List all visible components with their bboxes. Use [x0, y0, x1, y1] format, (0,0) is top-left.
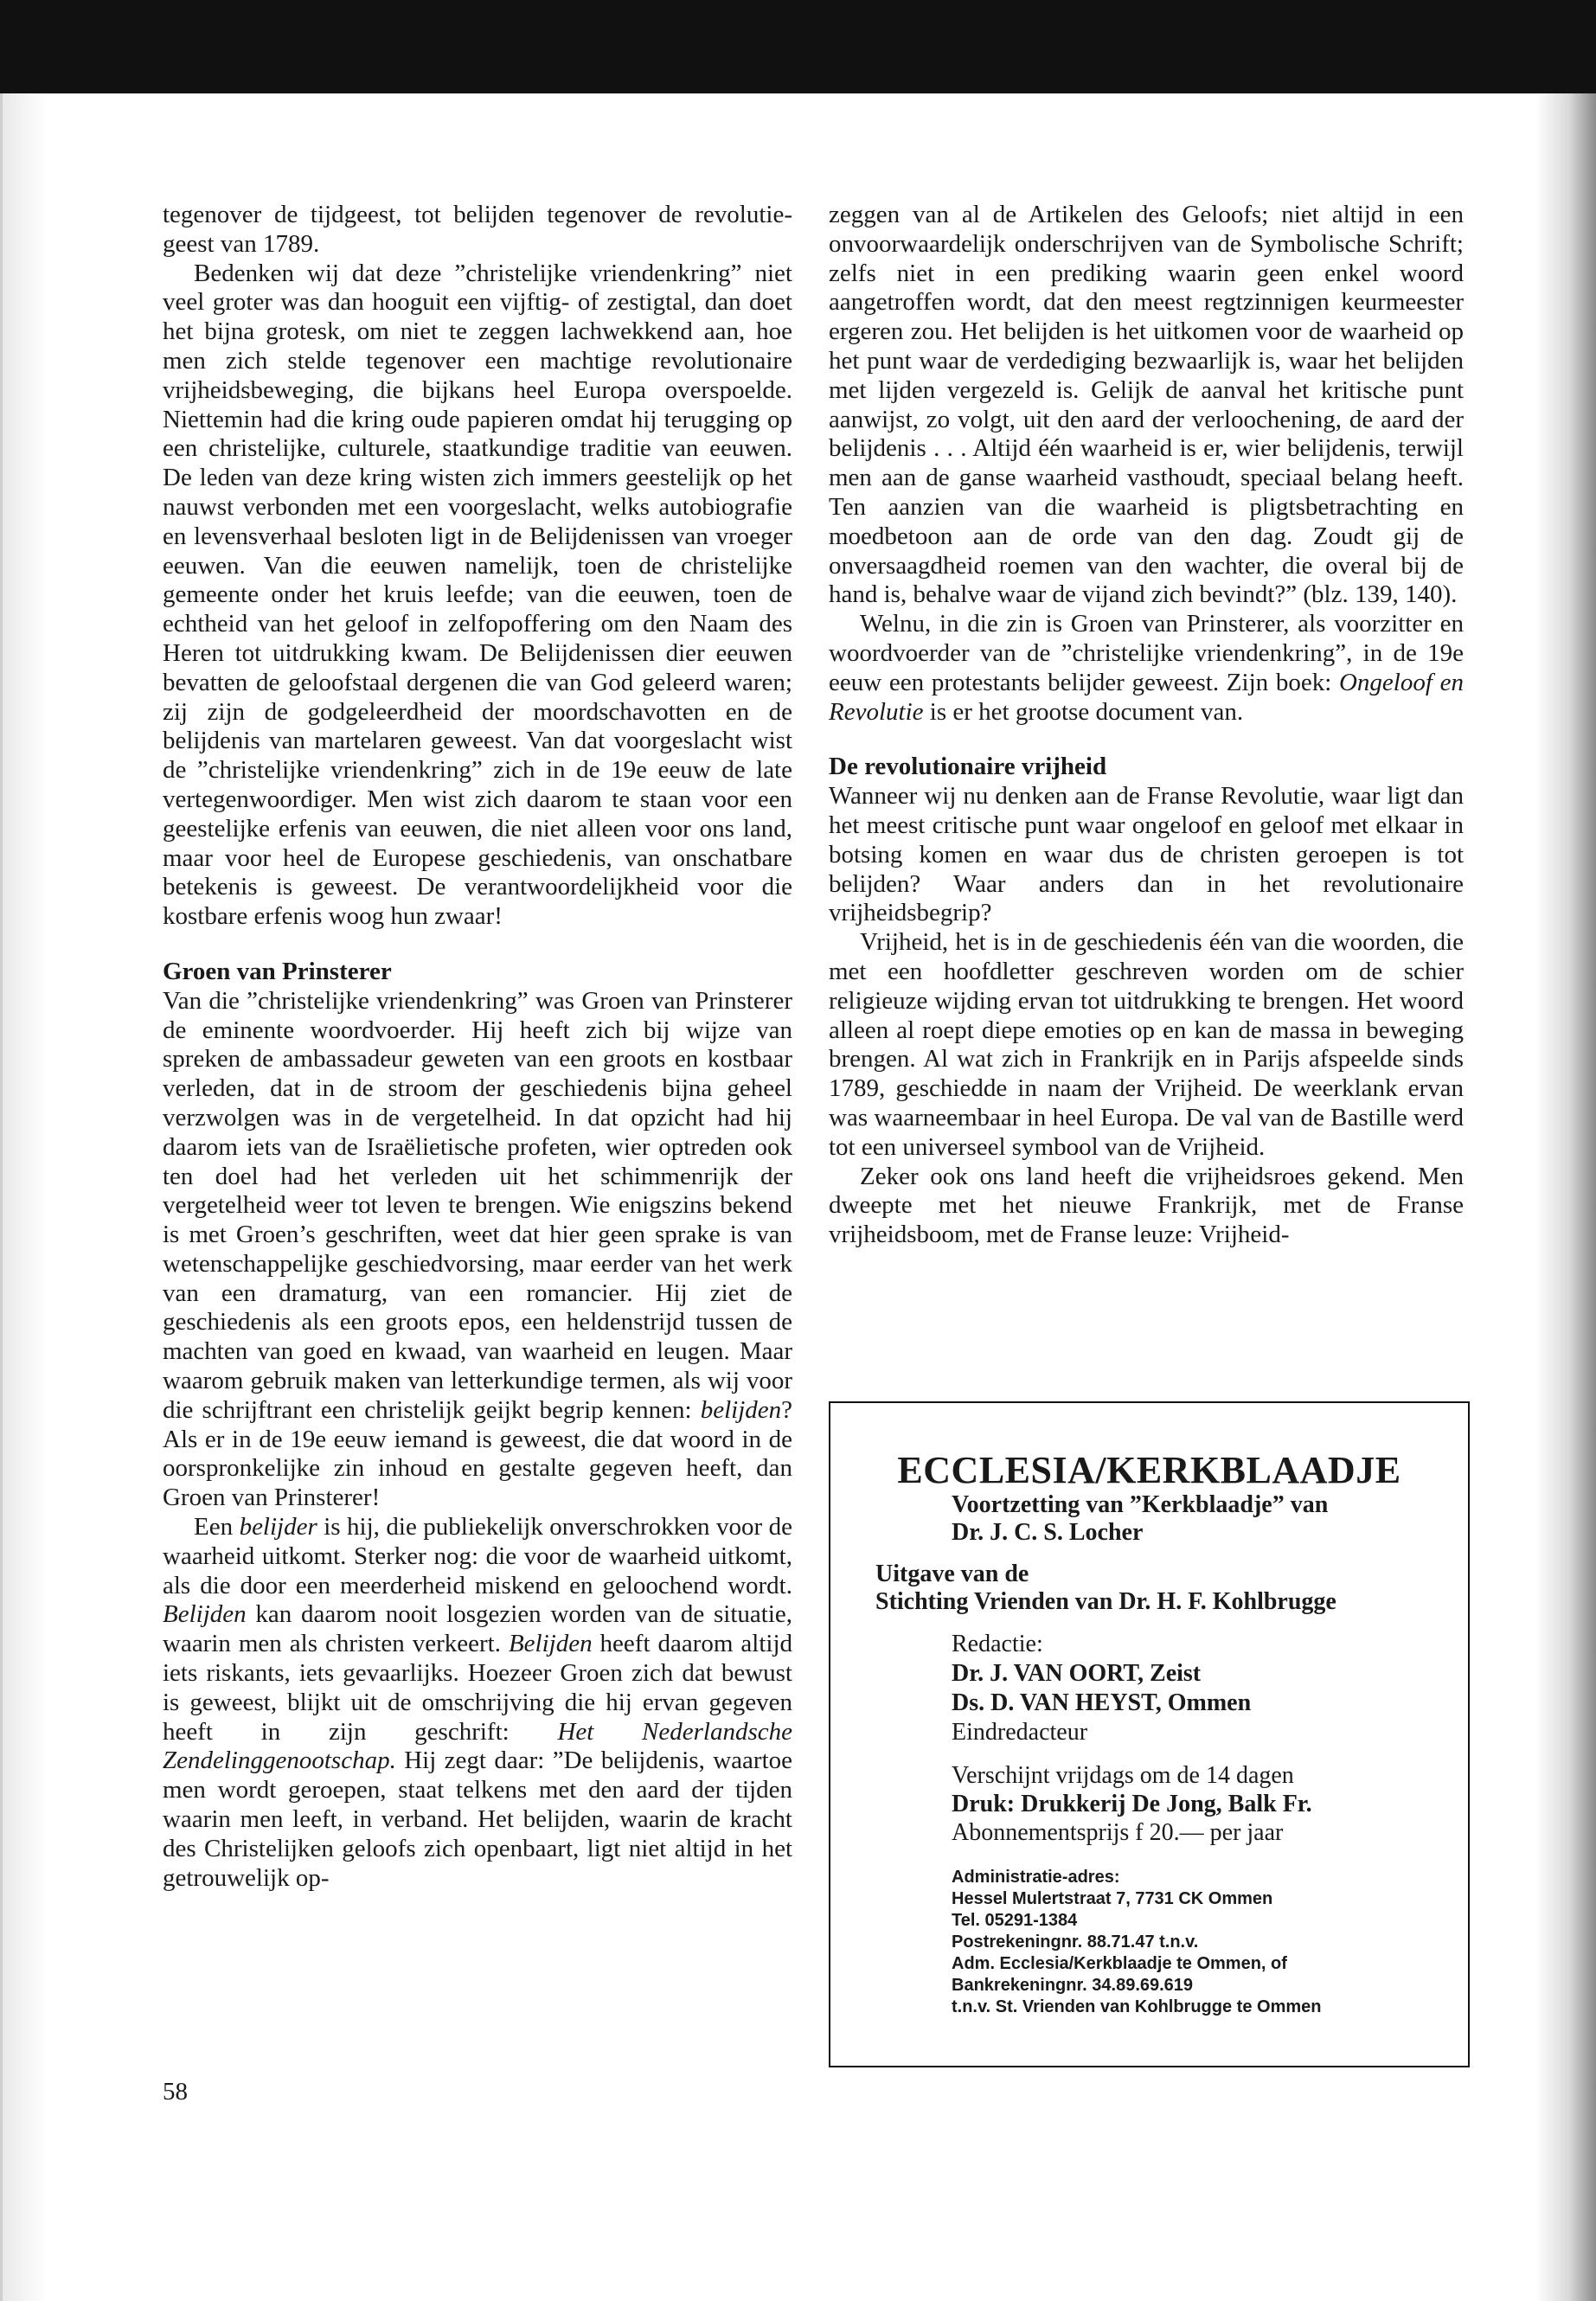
right-column [829, 201, 1464, 1250]
page-number: 58 [163, 2078, 188, 2106]
left-paragraph-3: Van die ”christelijke vriendenkring” was Groen van Prinsterer de eminente woordvoerder. Hij heeft zich bij wijze van spreken de ambassadeur geweten van een groots en kostbaar verleden, dat in de stroom der geschiedenis bijna geheel verzwolgen was in de vergetelheid. In dat opzicht had hij daarom iets van de Israëlietische profeten, wier optreden ook ten doel had het verleden uit het schimmenrijk der vergetelheid weer tot leven te brengen. Wie enigszins bekend is met Groen’s geschriften, weet dat hier geen sprake is van wetenschappelijke geschiedvorsing, maar eerder van het werk van een dramaturg, van een romancier. Hij ziet de geschiedenis als een groots epos, een heldenstrijd tussen de machten van goed en kwaad, van waarheid en leugen. Maar waarom gebruik maken van letterkundige termen, als wij voor die schrijftrant een christelijk geijkt begrip kennen: belijden? Als er in de 19e eeuw iemand is geweest, die dat woord in de oorspronkelijke zin inhoud en gestalte gegeven heeft, dan Groen van Prinsterer! [163, 986, 792, 1512]
emphasis-book-title: Het Nederlandsche Zendelinggenootschap. [163, 1717, 792, 1775]
page-right-edge [1535, 93, 1596, 2301]
emphasis-ongeloof-en-revolutie: Ongeloof en Revolutie [829, 668, 1464, 726]
right-paragraph-5: Zeker ook ons land heeft die vrijheidsroes gekend. Men dweepte met het nieuwe Frankrijk, met de Franse vrijheidsboom, met de Franse leuze: Vrijheid- [829, 1162, 1464, 1249]
page-left-edge [0, 93, 48, 2301]
heading-revolutionaire-vrijheid: De revolutionaire vrijheid [829, 753, 1107, 781]
left-paragraph-4: Een belijder is hij, die publiekelijk onverschrokken voor de waarheid uitkomt. Sterker nog: die voor de waarheid uitkomt, als die door een meerderheid miskend en geloochend wordt. Belijden kan daarom nooit losgezien worden van de situatie, waarin men als christen verkeert. Belijden heeft daarom altijd iets riskants, iets gevaarlijks. Hoezeer Groen zich dat bewust is geweest, blijkt uit de omschrijving die hij ervan gegeven heeft in zijn geschrift: Het Nederlandsche Zendelinggenootschap. Hij zegt daar: ”De belijdenis, waartoe men wordt geroepen, staat telkens met den aard der tijden waarin men leeft, in verband. Het belijden, waarin de kracht des Christelijken geloofs zich openbaart, ligt niet altijd in het getrouwelijk op- [163, 1513, 792, 1892]
left-paragraph-1: tegenover de tijdgeest, tot belijden tegenover de revolutie-geest van 1789. [163, 201, 792, 258]
scan-top-border [0, 0, 1596, 93]
colophon-box [829, 1401, 1470, 2067]
colophon-editors: Redactie: Dr. J. VAN OORT, Zeist Ds. D. VAN HEYST, Ommen Eindredacteur [952, 1631, 1252, 1746]
right-paragraph-4: Vrijheid, het is in de geschiedenis één van die woorden, die met een hoofdletter geschreven worden om de schier religieuze wijding ervan tot uitdrukking te brengen. Het woord alleen al roept diepe emoties op en kan de massa in beweging brengen. Al wat zich in Frankrijk en in Parijs afspeelde sinds 1789, geschiedde in naam der Vrijheid. De weerklank ervan was waarneembaar in heel Europa. De val van de Bastille werd tot een universeel symbool van de Vrijheid. [829, 928, 1464, 1161]
right-paragraph-2: Welnu, in die zin is Groen van Prinsterer, als voorzitter en woordvoerder van de ”christelijke vriendenkring”, in de 19e eeuw een protestants belijder geweest. Zijn boek: Ongeloof en Revolutie is er het grootse document van. [829, 610, 1464, 726]
colophon-publisher: Uitgave van de Stichting Vrienden van Dr. H. F. Kohlbrugge [875, 1561, 1336, 1615]
colophon-subtitle: Voortzetting van ”Kerkblaadje” van Dr. J. C. S. Locher [952, 1491, 1329, 1546]
heading-groen-van-prinsterer: Groen van Prinsterer [163, 957, 392, 985]
colophon-publication-info: Verschijnt vrijdags om de 14 dagen Druk: Drukkerij De Jong, Balk Fr. Abonnementsprijs f 20.— per jaar [952, 1762, 1312, 1846]
left-paragraph-2: Bedenken wij dat deze ”christelijke vriendenkring” niet veel groter was dan hooguit een vijftig- of zestigtal, dan doet het bijna grotesk, om niet te zeggen lachwekkend aan, hoe men zich stelde tegenover een machtige revolutionaire vrijheidsbeweging, die bijkans heel Europa overspoelde. Niettemin had die kring oude papieren omdat hij terugging op een christelijke, culturele, staatkundige traditie van eeuwen. De leden van deze kring wisten zich immers geestelijk op het nauwst verbonden met een voorgeslacht, welks autobiografie en levensverhaal besloten ligt in de Belijdenissen van vroeger eeuwen. Van die eeuwen namelijk, toen de christelijke gemeente onder het kruis leefde; van die eeuwen, toen de echtheid van het geloof in zelfopoffering om den Naam des Heren tot uitdrukking kwam. De Belijdenissen dier eeuwen bevatten de geloofstaal dergenen die van God geleerd waren; zij zijn de godgeleerdheid der moordschavotten en de belijdenis van martelaren geweest. Van dat voorgeslacht wist de ”christelijke vriendenkring” zich in de 19e eeuw de late vertegenwoordiger. Men wist zich daarom te staan voor een geestelijke erfenis van eeuwen, die niet alleen voor ons land, maar voor heel de Europese geschiedenis, van onschatbare betekenis is geweest. De verantwoordelijkheid voor die kostbare erfenis woog hun zwaar! [163, 259, 792, 931]
left-column [163, 201, 792, 1893]
colophon-title: ECCLESIA/KERKBLAADJE [897, 1449, 1401, 1491]
right-paragraph-3: Wanneer wij nu denken aan de Franse Revolutie, waar ligt dan het meest critische punt waar ongeloof en geloof met elkaar in botsing komen en waar dus de christen geroepen is tot belijden? Waar anders dan in het revolutionaire vrijheidsbegrip? [829, 782, 1464, 927]
right-paragraph-1: zeggen van al de Artikelen des Geloofs; niet altijd in een onvoorwaardelijk onderschrijven van de Symbolische Schrift; zelfs niet in een prediking waarin geen enkel woord aangetroffen wordt, dat den meest regtzinnigen keurmeester ergeren zou. Het belijden is het uitkomen voor de waarheid op het punt waar de verdediging bezwaarlijk is, waar het belijden met lijden vergezeld is. Gelijk de aanval het kritische punt aanwijst, zo volgt, uit den aard der verloochening, de aard der belijdenis . . . Altijd één waarheid is er, wier belijdenis, terwijl men aan de ganse waarheid vasthoudt, speciaal belang heeft. Ten aanzien van die waarheid is pligtsbetrachting en moedbetoon aan de orde van den dag. Zoudt gij de onversaagdheid roemen van den wachter, die overal bij de hand is, behalve waar de vijand zich bevindt?” (blz. 139, 140). [829, 201, 1464, 609]
colophon-administration: Administratie-adres: Hessel Mulertstraat 7, 7731 CK Ommen Tel. 05291-1384 Postrekeningnr. 88.71.47 t.n.v. Adm. Ecclesia/Kerkblaadje te Ommen, of Bankrekeningnr. 34.89.69.619 t.n.v. St. Vrienden van Kohlbrugge te Ommen [952, 1868, 1322, 2016]
emphasis-belijden: belijden [700, 1395, 782, 1424]
